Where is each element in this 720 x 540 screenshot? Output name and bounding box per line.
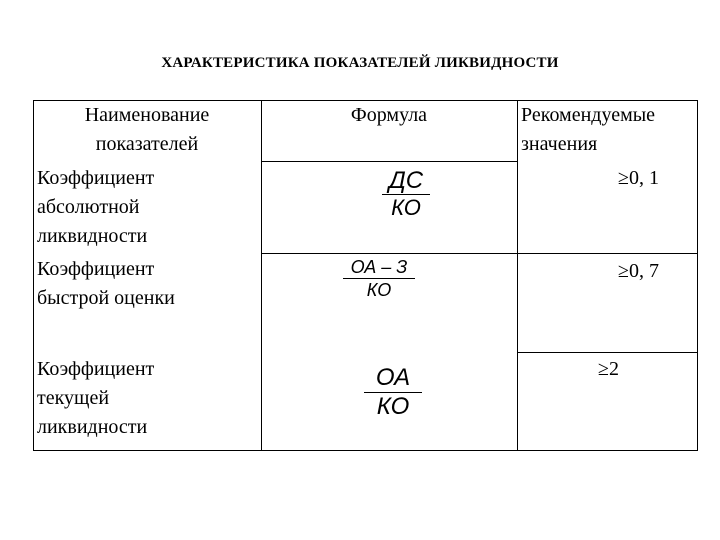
formula-fraction	[364, 364, 422, 421]
header-recommended-line: значения	[521, 133, 598, 155]
formula-denominator: КО	[376, 393, 410, 420]
row-divider-1	[261, 161, 517, 162]
recommended-value: ≥2	[598, 358, 619, 380]
column-divider-1	[261, 100, 262, 451]
row-divider-2	[261, 253, 698, 254]
formula-numerator: ОА	[375, 364, 411, 391]
row-name-line: быстрой оценки	[37, 287, 175, 309]
formula-numerator: ОА – З	[350, 257, 408, 277]
table-border-bottom	[33, 450, 698, 451]
row-name-line: ликвидности	[37, 225, 148, 247]
row-name	[37, 355, 259, 442]
column-divider-2	[517, 100, 518, 451]
table-border-right	[697, 100, 698, 451]
header-recommended	[521, 101, 697, 159]
row-name	[37, 164, 259, 251]
row-name-line: Коэффициент	[37, 358, 155, 380]
row-divider-3	[517, 352, 698, 353]
row-name-line: абсолютной	[37, 196, 140, 218]
header-formula: Формула	[350, 104, 428, 126]
header-recommended-line: Рекомендуемые	[521, 104, 656, 126]
page-title: ХАРАКТЕРИСТИКА ПОКАЗАТЕЛЕЙ ЛИКВИДНОСТИ	[161, 55, 559, 71]
row-name-line: ликвидности	[37, 416, 148, 438]
formula-fraction	[343, 256, 415, 301]
header-name	[33, 101, 261, 159]
recommended-value: ≥0, 7	[618, 260, 659, 282]
formula-fraction	[382, 168, 430, 221]
formula-numerator: ДС	[388, 167, 424, 194]
formula-denominator: КО	[391, 195, 421, 220]
row-name-line: Коэффициент	[37, 167, 155, 189]
row-name-line: Коэффициент	[37, 258, 155, 280]
row-name	[37, 255, 259, 313]
header-name-line: Наименование	[84, 104, 210, 126]
header-name-line: показателей	[95, 133, 199, 155]
row-name-line: текущей	[37, 387, 110, 409]
formula-denominator: КО	[366, 280, 392, 300]
recommended-value: ≥0, 1	[618, 167, 659, 189]
liquidity-table	[33, 100, 698, 451]
